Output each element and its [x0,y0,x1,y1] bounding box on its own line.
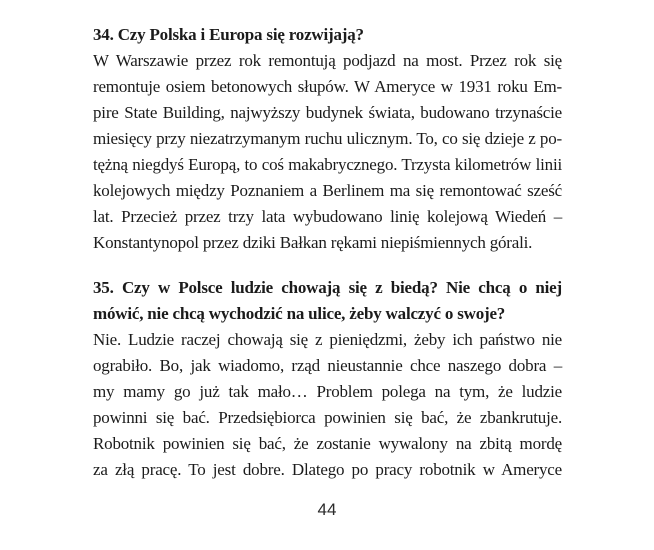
answer-line: ograbiło. Bo, jak wiadomo, rząd nieustannie chce naszego dobra – [93,356,562,375]
question-heading-line: 34. Czy Polska i Europa się rozwijają? [93,25,364,44]
question-heading-line: 35. Czy w Polsce ludzie chowają się z biedą? Nie chcą o niej [93,278,562,297]
answer-line: remontuje osiem betonowych słupów. W Ameryce w 1931 roku Em- [93,77,562,96]
qa-section [93,275,562,483]
text-block [93,22,562,483]
answer-line: my mamy go już tak mało… Problem polega na tym, że ludzie [93,382,562,401]
question-heading-line: mówić, nie chcą wychodzić na ulice, żeby walczyć o swoje? [93,304,506,323]
answer-line: pire State Building, najwyższy budynek świata, budowano trzynaście [93,103,562,122]
answer-line: powinni się bać. Przedsiębiorca powinien się bać, że zbankrutuje. [93,408,562,427]
answer-line: tężną niegdyś Europą, to coś makabrycznego. Trzysta kilometrów linii [93,155,562,174]
answer-line: lat. Przecież przez trzy lata wybudowano linię kolejową Wiedeń – [93,207,562,226]
answer-line: kolejowych między Poznaniem a Berlinem ma się remontować sześć [93,181,562,200]
page-number: 44 [317,500,337,519]
answer-line: Robotnik powinien się bać, że zostanie wywalony na zbitą mordę [93,434,562,453]
answer-line: W Warszawie przez rok remontują podjazd na most. Przez rok się [93,51,562,70]
answer-line: za złą pracę. To jest dobre. Dlatego po pracy robotnik w Ameryce [93,460,562,479]
answer-line: Konstantynopol przez dziki Bałkan rękami niepiśmiennych górali. [93,233,533,252]
qa-section [93,22,562,256]
answer-line: miesięcy przy niezatrzymanym ruchu ulicznym. To, co się dzieje z po- [93,129,562,148]
answer-line: Nie. Ludzie raczej chowają się z pieniędzmi, żeby ich państwo nie [93,330,562,349]
